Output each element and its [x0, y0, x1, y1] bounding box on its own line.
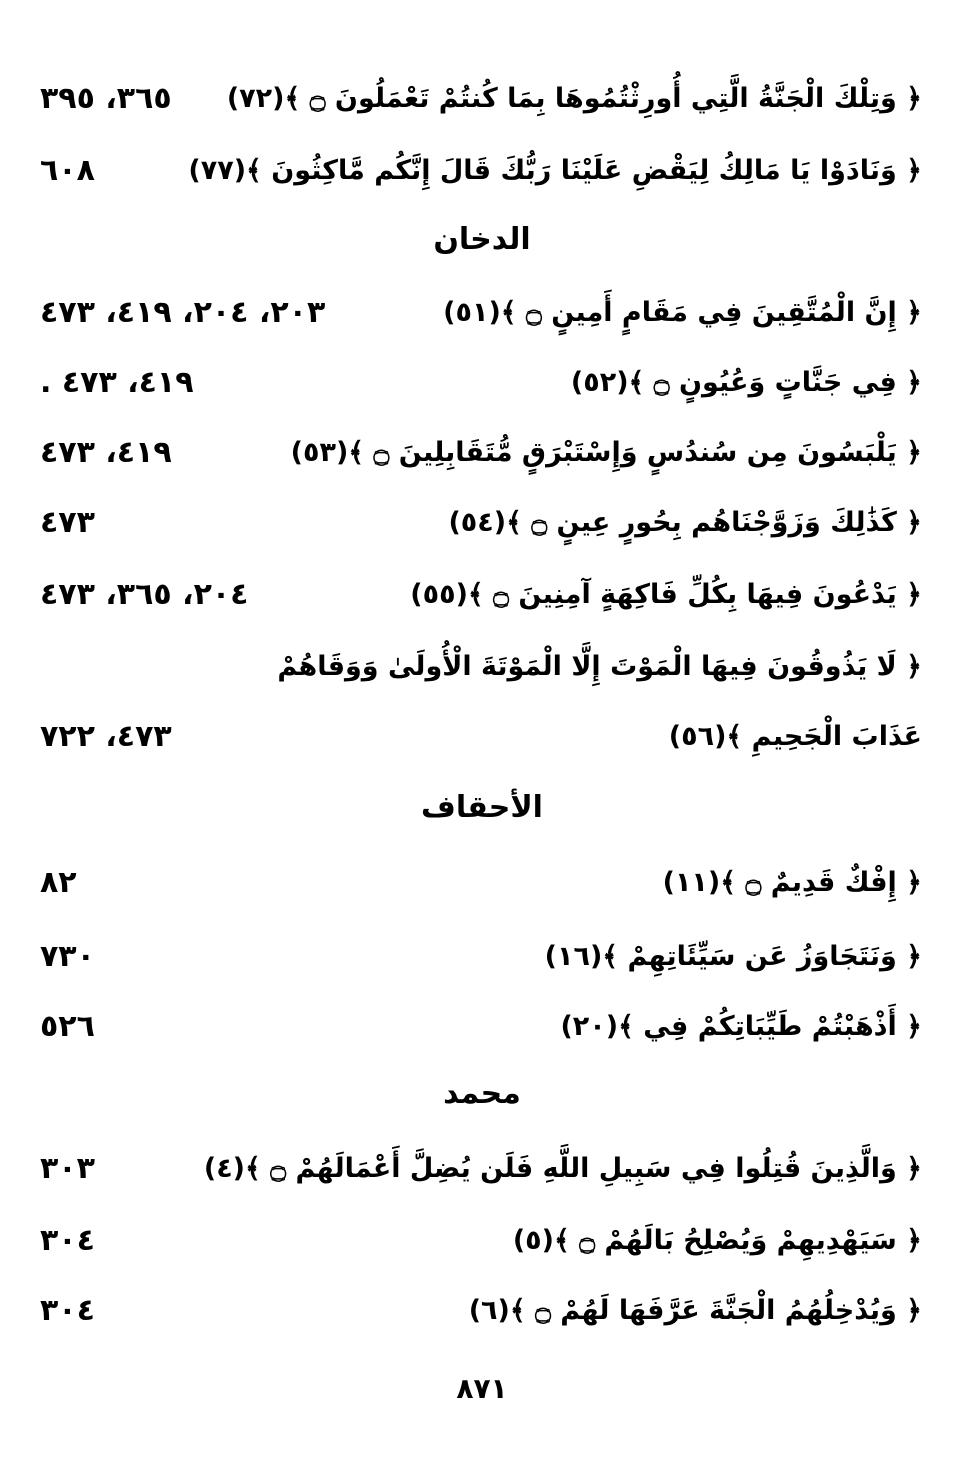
verse-text: ﴿ وَنَتَجَاوَزُ عَن سَيِّئَاتِهِمْ ﴾(١٦) — [544, 940, 922, 972]
page-references: ٣٠٤ — [40, 1222, 95, 1258]
verse-text: ﴿ يَدْعُونَ فِيهَا بِكُلِّ فَاكِهَةٍ آمِنِينَ ۝ ﴾(٥٥) — [410, 578, 922, 610]
page-references: ٣٠٣ — [40, 1150, 95, 1186]
page-references: ٤٧٣ — [40, 504, 95, 540]
page-references: ٧٣٠ — [40, 938, 95, 974]
page-references: ٥٢٦ — [40, 1008, 95, 1044]
page-references: ٢٠٤، ٣٦٥، ٤٧٣ — [40, 576, 249, 612]
page-references: ٦٠٨ — [40, 152, 95, 188]
index-entry — [40, 564, 922, 624]
verse-text: ﴿ وَتِلْكَ الْجَنَّةُ الَّتِي أُورِثْتُمُوهَا بِمَا كُنتُمْ تَعْمَلُونَ ۝ ﴾(٧٢) — [226, 82, 922, 114]
verse-text: ﴿ كَذَٰلِكَ وَزَوَّجْنَاهُم بِحُورٍ عِينٍ ۝ ﴾(٥٤) — [448, 506, 922, 538]
index-entry — [40, 1138, 922, 1198]
page-number: ٨٧١ — [456, 1372, 508, 1405]
index-entry — [40, 1280, 922, 1340]
surah-heading-muhammad: محمد — [443, 1076, 521, 1111]
surah-heading-dukhan: الدخان — [433, 222, 531, 257]
verse-text: ﴿ فِي جَنَّاتٍ وَعُيُونٍ ۝ ﴾(٥٢) — [570, 366, 922, 398]
page-references: ٤١٩، ٤٧٣ . — [40, 364, 194, 400]
index-entry — [40, 282, 922, 342]
verse-text: ﴿ سَيَهْدِيهِمْ وَيُصْلِحُ بَالَهُمْ ۝ ﴾(٥) — [512, 1224, 922, 1256]
page-references: ٣٠٤ — [40, 1292, 95, 1328]
verse-text: ﴿ لَا يَذُوقُونَ فِيهَا الْمَوْتَ إِلَّا الْمَوْتَةَ الْأُولَىٰ وَوَقَاهُمْ — [277, 650, 922, 682]
index-entry — [40, 352, 922, 412]
index-entry — [40, 1210, 922, 1270]
verse-text: ﴿ يَلْبَسُونَ مِن سُندُسٍ وَإِسْتَبْرَقٍ مُّتَقَابِلِينَ ۝ ﴾(٥٣) — [290, 436, 922, 468]
verse-text: ﴿ إِنَّ الْمُتَّقِينَ فِي مَقَامٍ أَمِينٍ ۝ ﴾(٥١) — [443, 296, 922, 328]
page-references: ٨٢ — [40, 864, 77, 900]
index-entry — [40, 422, 922, 482]
verse-continuation-line — [277, 636, 922, 696]
verse-text: عَذَابَ الْجَحِيمِ ﴾(٥٦) — [668, 720, 922, 752]
index-entry — [40, 706, 922, 766]
verse-text: ﴿ وَالَّذِينَ قُتِلُوا فِي سَبِيلِ اللَّهِ فَلَن يُضِلَّ أَعْمَالَهُمْ ۝ ﴾(٤) — [203, 1152, 922, 1184]
index-entry — [40, 492, 922, 552]
verse-text: ﴿ إِفْكٌ قَدِيمٌ ۝ ﴾(١١) — [662, 866, 922, 898]
verse-text: ﴿ وَنَادَوْا يَا مَالِكُ لِيَقْضِ عَلَيْنَا رَبُّكَ قَالَ إِنَّكُم مَّاكِثُونَ ﴾(٧٧) — [188, 154, 922, 186]
page-references: ٢٠٣، ٢٠٤، ٤١٩، ٤٧٣ — [40, 294, 326, 330]
page-references: ٣٦٥، ٣٩٥ — [40, 80, 172, 116]
index-entry — [40, 926, 922, 986]
page-references: ٤٧٣، ٧٢٢ — [40, 718, 172, 754]
verse-text: ﴿ أَذْهَبْتُمْ طَيِّبَاتِكُمْ فِي ﴾(٢٠) — [560, 1010, 922, 1042]
index-entry — [40, 852, 922, 912]
index-entry — [40, 996, 922, 1056]
verse-text: ﴿ وَيُدْخِلُهُمُ الْجَنَّةَ عَرَّفَهَا لَهُمْ ۝ ﴾(٦) — [468, 1294, 922, 1326]
index-entry — [40, 68, 922, 128]
index-entry — [40, 140, 922, 200]
surah-heading-ahqaf: الأحقاف — [421, 790, 543, 825]
page-references: ٤١٩، ٤٧٣ — [40, 434, 172, 470]
